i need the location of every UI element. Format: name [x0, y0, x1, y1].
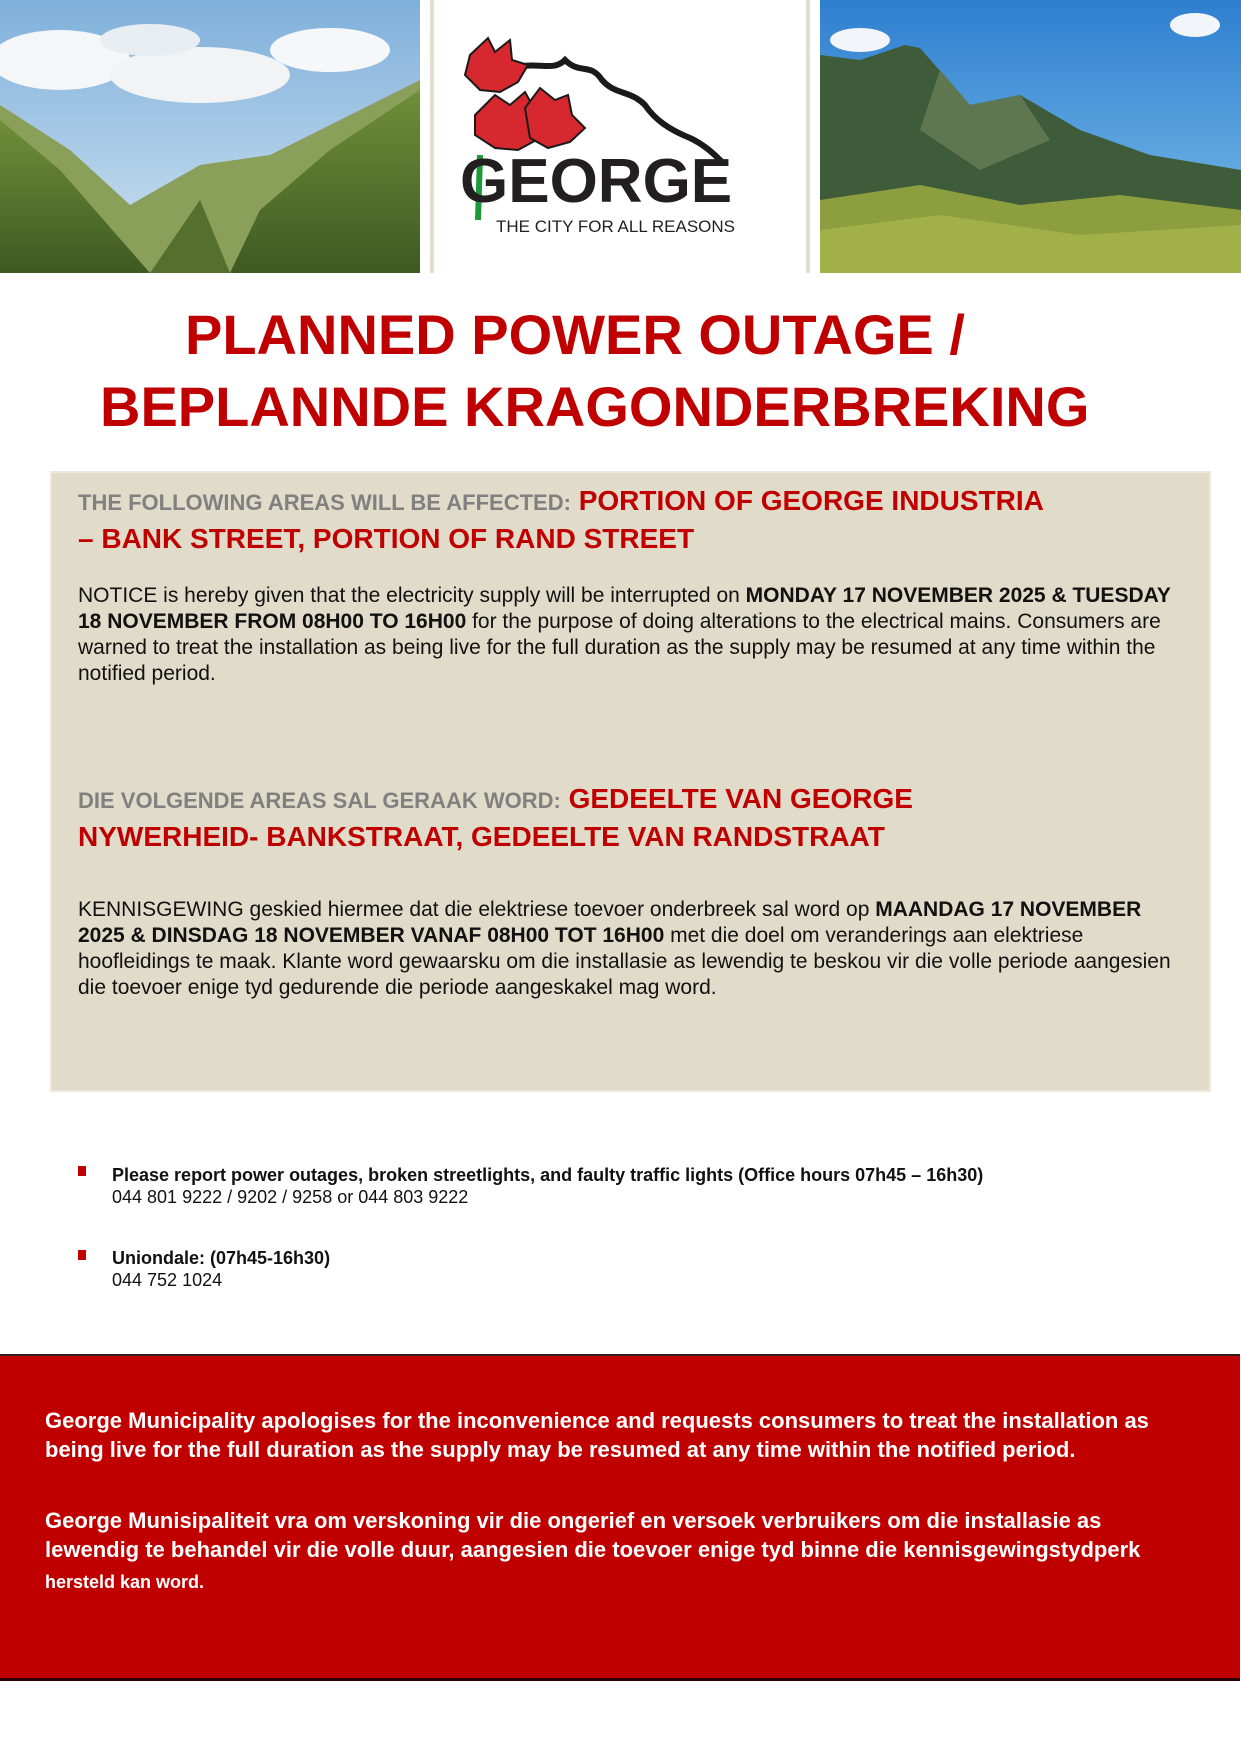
outage-dates: MONDAY 17 NOVEMBER 2025 & TUESDAY 18 NOVEMBER FROM 08H00 TO 16H00 — [78, 584, 1171, 633]
contact-numbers: 044 801 9222 / 9202 / 9258 or 044 803 9222 — [112, 1187, 469, 1207]
contact-item — [112, 1247, 330, 1291]
notice-text: NOTICE is hereby given that the electricity supply will be interrupted on — [78, 584, 746, 607]
notice-english — [78, 583, 1183, 687]
apology-afrikaans — [45, 1506, 1200, 1597]
contact-numbers: 044 752 1024 — [112, 1270, 223, 1290]
outage-dates: MAANDAG 17 NOVEMBER 2025 & DINSDAG 18 NOVEMBER VANAF 08H00 TOT 16H00 — [78, 898, 1142, 947]
contact-heading: Please report power outages, broken streetlights, and faulty traffic lights (Office hours 07h45 – 16h30) — [112, 1165, 984, 1185]
affected-areas-english — [78, 483, 1183, 557]
notice-afrikaans — [78, 897, 1183, 1001]
apology-afrikaans-tail: hersteld kan word. — [45, 1572, 205, 1592]
affected-areas-label: DIE VOLGENDE AREAS SAL GERAAK WORD: — [78, 788, 561, 813]
affected-areas-value: PORTION OF GEORGE INDUSTRIA — [578, 485, 1044, 516]
valley-landscape-image — [0, 0, 420, 273]
notice-text: for the purpose of doing alterations to the electrical mains. Consumers are warned to treat the installation as being live for the full duration as the supply may be resumed at any time within the notified period. — [78, 610, 1161, 685]
logo-tagline: THE CITY FOR ALL REASONS — [496, 217, 736, 236]
affected-areas-value: GEDEELTE VAN GEORGE — [568, 783, 913, 814]
contact-heading: Uniondale: (07h45-16h30) — [112, 1248, 331, 1268]
notice-text: KENNISGEWING geskied hiermee dat die elektriese toevoer onderbreek sal word op — [78, 898, 876, 921]
notice-text: met die doel om veranderings aan elektriese hoofleidings te maak. Klante word gewaarsku om die installasie as lewendig te beskou vir die volle periode aangesien die toevoer enige tyd gedurende die periode aangeskakel mag word. — [78, 924, 1171, 999]
affected-areas-value-cont: – BANK STREET, PORTION OF RAND STREET — [78, 523, 695, 554]
outage-info-box — [52, 473, 1209, 1090]
page-title-afrikaans: BEPLANNDE KRAGONDERBREKING — [100, 375, 1090, 438]
affected-areas-label: THE FOLLOWING AREAS WILL BE AFFECTED: — [78, 490, 571, 515]
apology-afrikaans-text: George Munisipaliteit vra om verskoning vir die ongerief en versoek verbruikers om die installasie as lewendig te behandel vir die volle duur, aangesien die toevoer enige tyd binne die kennisgewingstydperk — [45, 1508, 1141, 1562]
apology-banner — [0, 1354, 1240, 1681]
header-divider — [806, 0, 810, 273]
contact-item — [112, 1164, 983, 1208]
apology-english: George Municipality apologises for the inconvenience and requests consumers to treat the installation as being live for the full duration as the supply may be resumed at any time within the notified period. — [45, 1408, 1149, 1462]
bullet-icon — [78, 1166, 86, 1176]
affected-areas-afrikaans — [78, 781, 1183, 855]
george-logo — [440, 20, 802, 250]
mountain-landscape-image — [820, 0, 1241, 273]
page-title-english: PLANNED POWER OUTAGE / — [185, 303, 965, 366]
affected-areas-value-cont: NYWERHEID- BANKSTRAAT, GEDEELTE VAN RANDSTRAAT — [78, 821, 885, 852]
header-divider — [430, 0, 434, 273]
bullet-icon — [78, 1250, 86, 1260]
logo-wordmark: GEORGE — [460, 147, 733, 216]
